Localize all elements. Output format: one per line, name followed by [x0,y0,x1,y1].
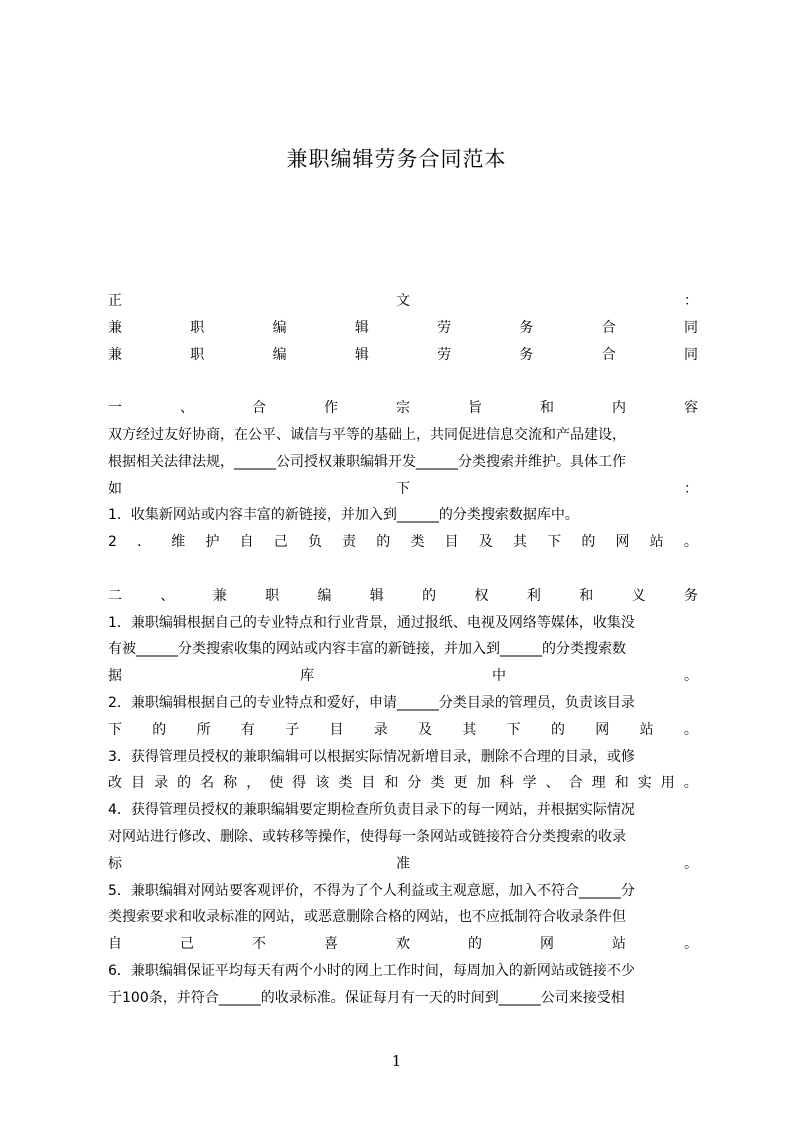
glyph: 、 [160,587,175,604]
glyph: 及 [478,534,493,551]
glyph: 兼 [108,319,122,336]
glyph: 义 [631,587,646,604]
glyph: 合 [252,400,266,417]
glyph: 作 [324,400,338,417]
justified-line [108,315,698,342]
page-number: 1 [391,1052,402,1070]
glyph: 的 [581,534,596,551]
glyph: 库 [300,668,314,685]
glyph: 据 [108,668,122,685]
glyph: 编 [272,346,287,363]
justified-line [108,476,698,503]
glyph: 使 [269,775,284,792]
glyph: 加 [476,775,491,792]
glyph: 内 [612,400,626,417]
glyph: 网 [615,534,630,551]
text-line: 5．兼职编辑对网站要客观评价，不得为了个人利益或主观意愿，加入不符合______分 [108,882,635,899]
glyph: 站 [649,534,664,551]
glyph: 维 [171,534,186,551]
glyph: 权 [474,587,489,604]
glyph: 目 [329,721,344,738]
glyph: 利 [526,587,541,604]
glyph: 同 [683,319,698,336]
glyph: 及 [418,721,433,738]
glyph: 兼 [108,346,122,363]
glyph: 己 [180,936,194,953]
glyph: 下 [108,721,122,738]
glyph: 二 [108,587,122,604]
justified-line [108,288,698,315]
justified-line [108,931,698,958]
glyph: 劳 [437,346,452,363]
glyph: 责 [342,534,357,551]
glyph: 、 [180,400,194,417]
glyph: 得 [292,775,307,792]
text-line: 于100条，并符合______的收录标准。保证每月有一天的时间到______公司来接受相 [108,989,625,1006]
glyph: 的 [468,936,482,953]
glyph: 实 [637,775,652,792]
glyph: 的 [177,775,192,792]
justified-line [108,663,698,690]
glyph: 学 [522,775,537,792]
justified-line [108,851,698,878]
glyph: 。 [683,534,698,551]
blank-line [108,556,698,583]
glyph: 负 [307,534,322,551]
glyph: 该 [315,775,330,792]
text-line: 根据相关法律法规，______公司授权兼职编辑开发______分类搜索并维护。具体工作 [108,453,626,470]
glyph: 兼 [212,587,227,604]
glyph: 名 [200,775,215,792]
glyph: 下 [396,480,410,497]
glyph: 2 [108,534,117,551]
glyph: 改 [108,775,122,792]
glyph: 。 [684,668,698,685]
glyph: 标 [108,855,122,872]
glyph: 。 [684,936,698,953]
glyph: 劳 [437,319,452,336]
glyph: 合 [601,319,616,336]
glyph: 和 [540,400,554,417]
glyph: 站 [639,721,654,738]
text-line: 对网站进行修改、删除、或转移等操作，使得每一条网站或链接符合分类搜索的收录 [108,828,626,845]
glyph: 网 [595,721,610,738]
glyph: 类 [338,775,353,792]
glyph: 类 [430,775,445,792]
glyph: 辑 [354,346,369,363]
glyph: 务 [519,319,534,336]
glyph: 合 [568,775,583,792]
glyph: 更 [453,775,468,792]
justified-line [108,342,698,369]
text-line: 4．获得管理员授权的兼职编辑要定期检查所负责目录下的每一网站，并根据实际情况 [108,802,635,819]
glyph: 。 [683,721,698,738]
glyph: 合 [601,346,616,363]
glyph: 理 [591,775,606,792]
glyph: 编 [317,587,332,604]
glyph: 职 [190,346,205,363]
glyph: 、 [545,775,560,792]
glyph: 文 [396,293,410,309]
glyph: 不 [252,936,266,953]
glyph: 同 [683,346,698,363]
glyph: 下 [547,534,562,551]
glyph: 职 [190,319,205,336]
glyph: 如 [108,480,122,497]
text-line: 6．兼职编辑保证平均每天有两个小时的网上工作时间，每周加入的新网站或链接不少 [108,962,635,979]
glyph: 网 [540,936,554,953]
glyph: ． [137,534,152,551]
glyph: 和 [579,587,594,604]
justified-line [108,529,698,556]
justified-line [108,717,698,744]
glyph: ： [684,293,698,309]
text-line: 1．收集新网站或内容丰富的新链接，并加入到______的分类搜索数据库中。 [108,507,579,524]
glyph: 护 [205,534,220,551]
glyph: 。 [684,855,698,872]
glyph: 务 [519,346,534,363]
glyph: 分 [407,775,422,792]
glyph: 录 [154,775,169,792]
document-body [108,288,698,1012]
blank-line [108,368,698,395]
text-line: 2．兼职编辑根据自己的专业特点和爱好，申请______分类目录的管理员，负责该目录 [108,694,635,711]
glyph: 录 [373,721,388,738]
glyph: 容 [684,400,698,417]
glyph: 站 [612,936,626,953]
glyph: 的 [550,721,565,738]
text-line: 1．兼职编辑根据自己的专业特点和行业背景，通过报纸、电视及网络等媒体，收集没 [108,614,635,631]
glyph: 旨 [468,400,482,417]
glyph: 其 [512,534,527,551]
glyph: 欢 [396,936,410,953]
glyph: 目 [444,534,459,551]
glyph: 一 [108,400,122,417]
text-line: 有被______分类搜索收集的网站或内容丰富的新链接，并加入到______的分类搜索数 [108,641,626,658]
glyph: 己 [273,534,288,551]
glyph: 其 [462,721,477,738]
glyph: 有 [240,721,255,738]
glyph: 。 [683,775,698,792]
glyph: 类 [410,534,425,551]
justified-line [108,770,698,797]
glyph: 目 [131,775,146,792]
glyph: 喜 [324,936,338,953]
justified-line [108,395,698,422]
text-line: 3．获得管理员授权的兼职编辑可以根据实际情况新增目录，删除不合理的目录，或修 [108,748,635,765]
glyph: 和 [384,775,399,792]
glyph: 辑 [369,587,384,604]
glyph: 准 [396,855,410,872]
glyph: 子 [285,721,300,738]
text-line: 双方经过友好协商，在公平、诚信与平等的基础上，共同促进信息交流和产品建设， [108,426,626,443]
glyph: 编 [272,319,287,336]
glyph: 所 [196,721,211,738]
glyph: 称 [223,775,238,792]
document-title: 兼职编辑劳务合同范本 [286,147,507,171]
glyph: 辑 [354,319,369,336]
glyph: 务 [683,587,698,604]
glyph: 的 [376,534,391,551]
glyph: 目 [361,775,376,792]
glyph: ， [246,775,261,792]
glyph: ： [684,480,698,497]
text-line: 类搜索要求和收录标准的网站，或恶意删除合格的网站，也不应抵制符合收录条件但 [108,909,626,926]
glyph: 用 [660,775,675,792]
glyph: 科 [499,775,514,792]
glyph: 的 [422,587,437,604]
justified-line [108,583,698,610]
glyph: 职 [265,587,280,604]
glyph: 和 [614,775,629,792]
glyph: 下 [506,721,521,738]
glyph: 的 [152,721,167,738]
glyph: 自 [108,936,122,953]
glyph: 中 [492,668,506,685]
glyph: 自 [239,534,254,551]
glyph: 宗 [396,400,410,417]
glyph: 正 [108,293,122,309]
